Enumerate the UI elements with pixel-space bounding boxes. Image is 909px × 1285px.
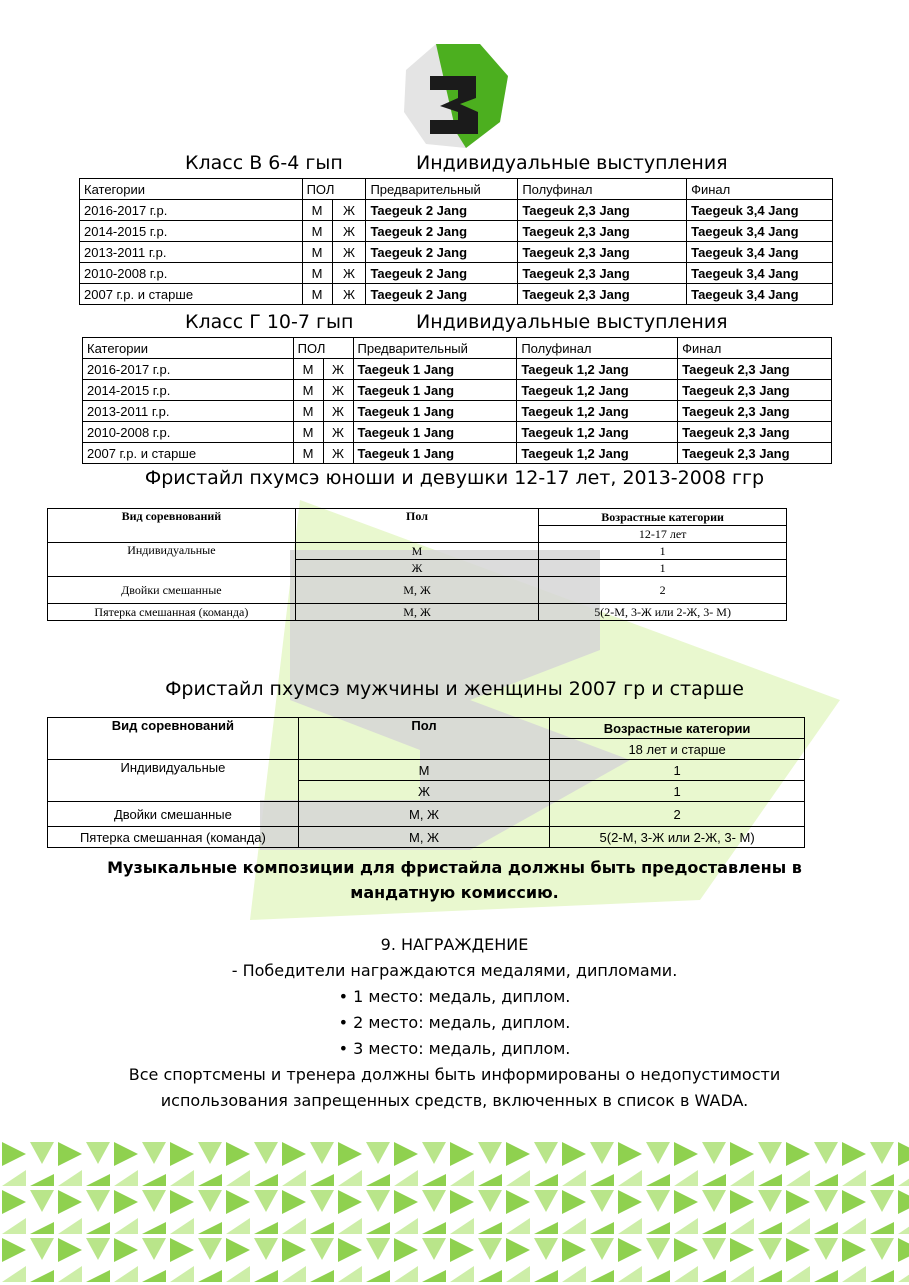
table-row bbox=[80, 242, 833, 263]
final-cell: Taegeuk 3,4 Jang bbox=[687, 284, 833, 305]
event-cell: Пятерка смешанная (команда) bbox=[48, 604, 296, 621]
semifinal-cell: Taegeuk 1,2 Jang bbox=[517, 443, 678, 464]
category-cell: 2010-2008 г.р. bbox=[83, 422, 294, 443]
category-cell: 2007 г.р. и старше bbox=[80, 284, 303, 305]
table-header-row bbox=[80, 179, 833, 200]
header-semifinal: Полуфинал bbox=[518, 179, 687, 200]
header-final: Финал bbox=[687, 179, 833, 200]
sex-f-cell: Ж bbox=[332, 242, 366, 263]
sex-f-cell: Ж bbox=[323, 401, 353, 422]
header-category: Категории bbox=[80, 179, 303, 200]
class-b-table bbox=[79, 178, 833, 305]
table-row bbox=[80, 284, 833, 305]
header-preliminary: Предварительный bbox=[353, 338, 517, 359]
freestyle-adult-title: Фристайл пхумсэ мужчины и женщины 2007 гр и старше bbox=[165, 678, 744, 700]
award-item: • 1 место: медаль, диплом. bbox=[338, 987, 571, 1006]
header-sex: ПОЛ bbox=[302, 179, 366, 200]
sex-cell: М, Ж bbox=[295, 577, 538, 604]
table-row bbox=[80, 221, 833, 242]
age-group-cell: 18 лет и старше bbox=[550, 739, 805, 760]
sex-cell: М bbox=[298, 760, 549, 781]
sex-f-cell: Ж bbox=[323, 443, 353, 464]
sex-m-cell: М bbox=[293, 443, 323, 464]
final-cell: Taegeuk 2,3 Jang bbox=[678, 422, 832, 443]
sex-m-cell: М bbox=[293, 380, 323, 401]
category-cell: 2007 г.р. и старше bbox=[83, 443, 294, 464]
count-cell: 5(2-М, 3-Ж или 2-Ж, 3- М) bbox=[539, 604, 787, 621]
table-row bbox=[48, 543, 787, 560]
semifinal-cell: Taegeuk 2,3 Jang bbox=[518, 242, 687, 263]
semifinal-cell: Taegeuk 2,3 Jang bbox=[518, 263, 687, 284]
semifinal-cell: Taegeuk 2,3 Jang bbox=[518, 200, 687, 221]
sex-m-cell: М bbox=[302, 242, 332, 263]
table-row bbox=[83, 359, 832, 380]
sex-m-cell: М bbox=[293, 422, 323, 443]
category-cell: 2014-2015 г.р. bbox=[80, 221, 303, 242]
preliminary-cell: Taegeuk 2 Jang bbox=[366, 242, 518, 263]
header-preliminary: Предварительный bbox=[366, 179, 518, 200]
class-g-table bbox=[82, 337, 832, 464]
count-cell: 2 bbox=[550, 802, 805, 827]
class-b-type-title: Индивидуальные выступления bbox=[416, 152, 728, 174]
event-cell: Пятерка смешанная (команда) bbox=[48, 827, 299, 848]
count-cell: 1 bbox=[539, 560, 787, 577]
freestyle-junior-title: Фристайл пхумсэ юноши и девушки 12-17 лет, 2013-2008 ггр bbox=[144, 467, 765, 489]
header-age: Возрастные категории bbox=[539, 509, 787, 526]
table-row bbox=[83, 422, 832, 443]
header-sex: Пол bbox=[298, 718, 549, 760]
award-item: • 2 место: медаль, диплом. bbox=[338, 1013, 571, 1032]
count-cell: 1 bbox=[539, 543, 787, 560]
awards-section bbox=[0, 932, 909, 1114]
table-row bbox=[48, 604, 787, 621]
sex-cell: М, Ж bbox=[298, 802, 549, 827]
category-cell: 2014-2015 г.р. bbox=[83, 380, 294, 401]
table-row bbox=[48, 760, 805, 781]
final-cell: Taegeuk 3,4 Jang bbox=[687, 263, 833, 284]
music-note-line: Музыкальные композиции для фристайла должны быть предоставлены в bbox=[107, 858, 802, 877]
category-cell: 2010-2008 г.р. bbox=[80, 263, 303, 284]
category-cell: 2016-2017 г.р. bbox=[83, 359, 294, 380]
final-cell: Taegeuk 2,3 Jang bbox=[678, 380, 832, 401]
semifinal-cell: Taegeuk 1,2 Jang bbox=[517, 359, 678, 380]
class-g-title: Класс Г 10-7 гып bbox=[185, 311, 354, 333]
freestyle-junior-table bbox=[47, 508, 787, 621]
category-cell: 2013-2011 г.р. bbox=[80, 242, 303, 263]
event-cell: Индивидуальные bbox=[48, 760, 299, 802]
sex-f-cell: Ж bbox=[323, 380, 353, 401]
table-row bbox=[83, 401, 832, 422]
final-cell: Taegeuk 3,4 Jang bbox=[687, 221, 833, 242]
preliminary-cell: Taegeuk 2 Jang bbox=[366, 200, 518, 221]
table-header-row bbox=[83, 338, 832, 359]
final-cell: Taegeuk 2,3 Jang bbox=[678, 401, 832, 422]
sex-cell: М, Ж bbox=[298, 827, 549, 848]
header-event: Вид соревнований bbox=[48, 718, 299, 760]
class-g-type-title: Индивидуальные выступления bbox=[416, 311, 728, 333]
sex-cell: М bbox=[295, 543, 538, 560]
sex-f-cell: Ж bbox=[332, 263, 366, 284]
sex-cell: Ж bbox=[298, 781, 549, 802]
table-row bbox=[48, 827, 805, 848]
semifinal-cell: Taegeuk 1,2 Jang bbox=[517, 380, 678, 401]
music-note-line: мандатную комиссию. bbox=[350, 883, 559, 902]
table-row bbox=[83, 380, 832, 401]
table-header-row bbox=[48, 509, 787, 526]
preliminary-cell: Taegeuk 1 Jang bbox=[353, 443, 517, 464]
event-cell: Двойки смешанные bbox=[48, 802, 299, 827]
semifinal-cell: Taegeuk 1,2 Jang bbox=[517, 401, 678, 422]
wada-note-line: использования запрещенных средств, включенных в список в WADA. bbox=[160, 1091, 749, 1110]
sex-m-cell: М bbox=[302, 263, 332, 284]
freestyle-adult-table bbox=[47, 717, 805, 848]
sex-m-cell: М bbox=[293, 359, 323, 380]
sex-m-cell: М bbox=[302, 200, 332, 221]
preliminary-cell: Taegeuk 1 Jang bbox=[353, 359, 517, 380]
class-b-title: Класс В 6-4 гып bbox=[185, 152, 343, 174]
table-row bbox=[48, 802, 805, 827]
category-cell: 2016-2017 г.р. bbox=[80, 200, 303, 221]
table-header-row bbox=[48, 718, 805, 739]
header-age: Возрастные категории bbox=[550, 718, 805, 739]
footer-triangle-pattern bbox=[0, 1140, 909, 1285]
header-semifinal: Полуфинал bbox=[517, 338, 678, 359]
count-cell: 1 bbox=[550, 781, 805, 802]
semifinal-cell: Taegeuk 2,3 Jang bbox=[518, 221, 687, 242]
final-cell: Taegeuk 2,3 Jang bbox=[678, 359, 832, 380]
header-category: Категории bbox=[83, 338, 294, 359]
wada-note-line: Все спортсмены и тренера должны быть информированы о недопустимости bbox=[128, 1065, 781, 1084]
music-note bbox=[0, 855, 909, 905]
semifinal-cell: Taegeuk 1,2 Jang bbox=[517, 422, 678, 443]
table-row bbox=[80, 263, 833, 284]
category-cell: 2013-2011 г.р. bbox=[83, 401, 294, 422]
hexagon-b-logo-icon bbox=[400, 42, 512, 150]
sex-f-cell: Ж bbox=[332, 200, 366, 221]
header-event: Вид соревнований bbox=[48, 509, 296, 543]
preliminary-cell: Taegeuk 2 Jang bbox=[366, 284, 518, 305]
preliminary-cell: Taegeuk 2 Jang bbox=[366, 221, 518, 242]
age-group-cell: 12-17 лет bbox=[539, 526, 787, 543]
sex-f-cell: Ж bbox=[332, 221, 366, 242]
sex-f-cell: Ж bbox=[323, 359, 353, 380]
preliminary-cell: Taegeuk 1 Jang bbox=[353, 380, 517, 401]
count-cell: 5(2-М, 3-Ж или 2-Ж, 3- М) bbox=[550, 827, 805, 848]
count-cell: 1 bbox=[550, 760, 805, 781]
awards-intro: - Победители награждаются медалями, дипломами. bbox=[231, 961, 678, 980]
final-cell: Taegeuk 3,4 Jang bbox=[687, 242, 833, 263]
sex-m-cell: М bbox=[302, 284, 332, 305]
preliminary-cell: Taegeuk 1 Jang bbox=[353, 422, 517, 443]
awards-heading: 9. НАГРАЖДЕНИЕ bbox=[380, 935, 529, 954]
award-item: • 3 место: медаль, диплом. bbox=[338, 1039, 571, 1058]
header-sex: Пол bbox=[295, 509, 538, 543]
sex-f-cell: Ж bbox=[323, 422, 353, 443]
event-cell: Двойки смешанные bbox=[48, 577, 296, 604]
table-row bbox=[48, 577, 787, 604]
event-cell: Индивидуальные bbox=[48, 543, 296, 577]
count-cell: 2 bbox=[539, 577, 787, 604]
final-cell: Taegeuk 2,3 Jang bbox=[678, 443, 832, 464]
header-sex: ПОЛ bbox=[293, 338, 353, 359]
sex-cell: М, Ж bbox=[295, 604, 538, 621]
table-row bbox=[83, 443, 832, 464]
sex-cell: Ж bbox=[295, 560, 538, 577]
semifinal-cell: Taegeuk 2,3 Jang bbox=[518, 284, 687, 305]
table-row bbox=[80, 200, 833, 221]
sex-m-cell: М bbox=[302, 221, 332, 242]
preliminary-cell: Taegeuk 1 Jang bbox=[353, 401, 517, 422]
preliminary-cell: Taegeuk 2 Jang bbox=[366, 263, 518, 284]
final-cell: Taegeuk 3,4 Jang bbox=[687, 200, 833, 221]
sex-m-cell: М bbox=[293, 401, 323, 422]
header-final: Финал bbox=[678, 338, 832, 359]
sex-f-cell: Ж bbox=[332, 284, 366, 305]
